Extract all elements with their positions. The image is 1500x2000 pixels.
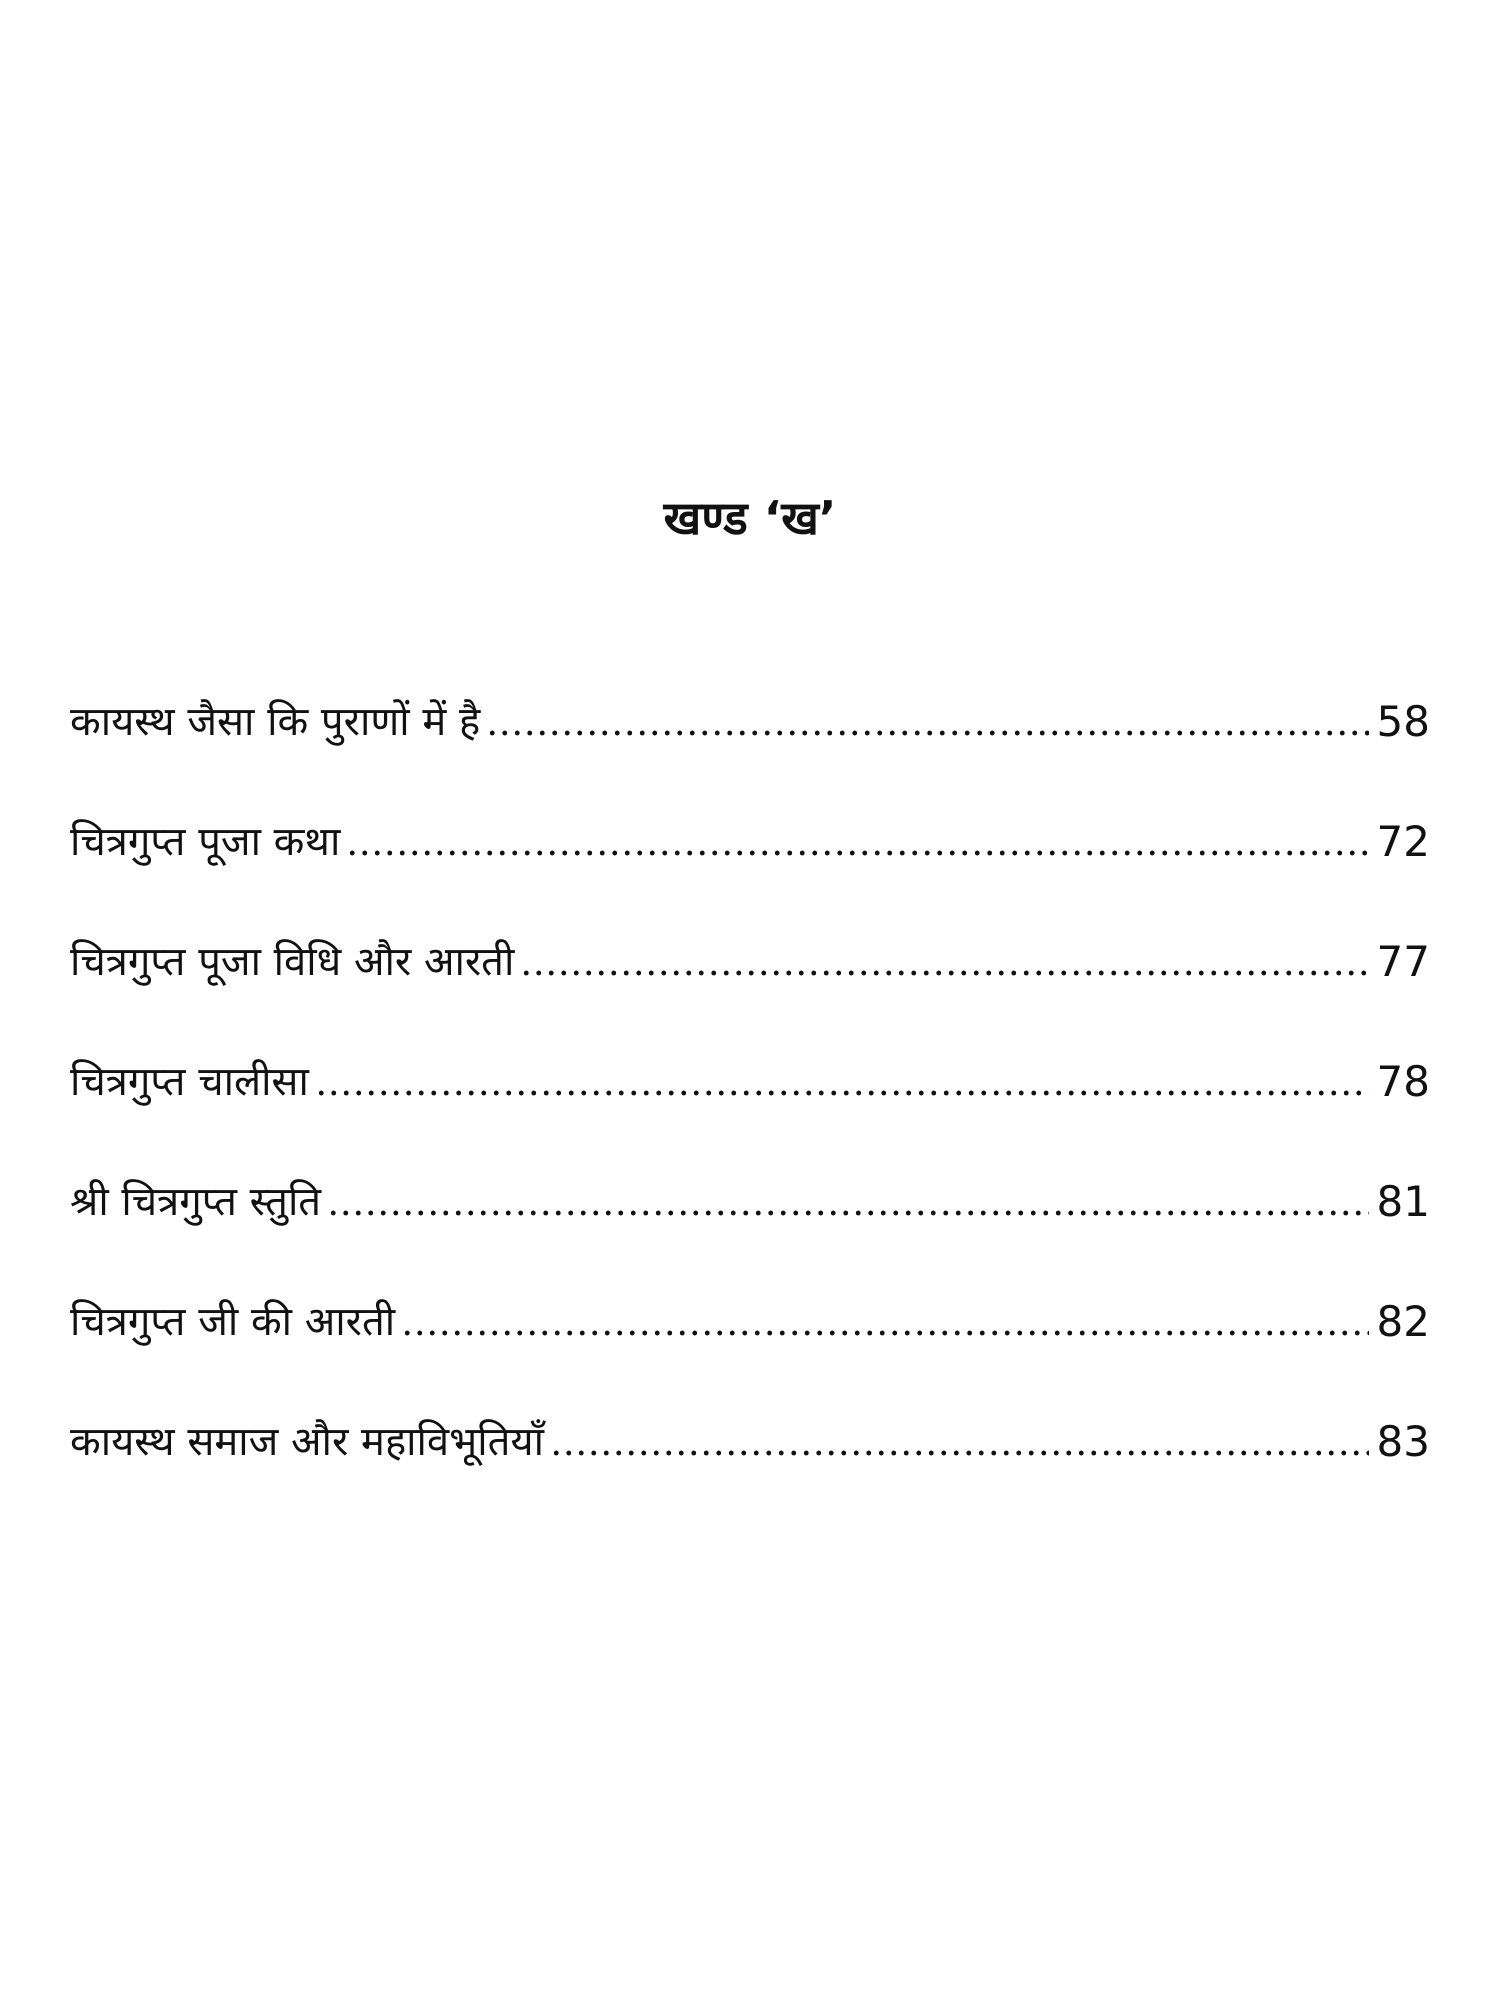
toc-entry-page-number: 82 [1376,1297,1430,1346]
toc-entry-title: चित्रगुप्त पूजा कथा [70,819,341,865]
toc-entry [70,640,1430,760]
dot-leader [401,1328,1368,1338]
table-of-contents [70,640,1430,1480]
dot-leader [486,728,1368,738]
toc-entry [70,1000,1430,1120]
toc-entry-page-number: 81 [1376,1177,1430,1226]
toc-entry-title: चित्रगुप्त पूजा विधि और आरती [70,939,515,985]
toc-entry-title: श्री चित्रगुप्त स्तुति [70,1179,322,1225]
toc-entry [70,760,1430,880]
dot-leader [327,1208,1368,1218]
toc-entry [70,1240,1430,1360]
toc-entry-title: कायस्थ समाज और महाविभूतियाँ [70,1419,544,1465]
toc-entry [70,1120,1430,1240]
dot-leader [550,1448,1369,1458]
toc-entry-page-number: 83 [1376,1417,1430,1466]
toc-entry-title: कायस्थ जैसा कि पुराणों में है [70,699,481,745]
toc-entry [70,1360,1430,1480]
section-heading: खण्ड ‘ख’ [663,491,837,545]
dot-leader [315,1088,1369,1098]
toc-entry-page-number: 58 [1376,697,1430,746]
dot-leader [520,968,1368,978]
toc-entry-title: चित्रगुप्त चालीसा [70,1059,309,1105]
toc-entry-page-number: 72 [1376,817,1430,866]
toc-entry [70,880,1430,1000]
dot-leader [346,848,1368,858]
toc-entry-title: चित्रगुप्त जी की आरती [70,1299,396,1345]
toc-entry-page-number: 78 [1376,1057,1430,1106]
toc-entry-page-number: 77 [1376,937,1430,986]
